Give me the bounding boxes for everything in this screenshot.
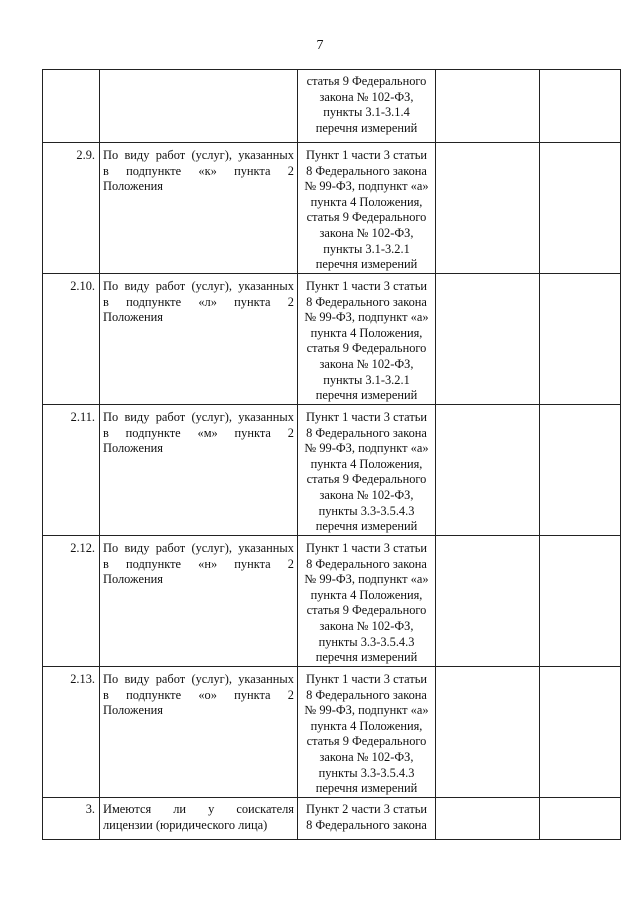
legal-basis-line: перечня измерений [315,257,418,272]
legal-basis-line: Пункт 1 части 3 статьи [305,410,428,424]
legal-basis-line: закона № 102-ФЗ, [319,225,414,240]
item-description [100,667,298,798]
legal-basis-line: пункта 4 Положения, [310,718,423,733]
legal-basis-line: статья 9 Федерального [306,734,427,749]
item-description [100,536,298,667]
table-row [43,798,621,840]
legal-basis-line: пункты 3.1-3.2.1 [323,372,410,387]
description-line: в подпункте «м» пункта 2 [103,425,294,440]
legal-basis-line: перечня измерений [315,120,418,135]
item-description [100,70,298,143]
note-cell [540,405,621,536]
description-line: в подпункте «н» пункта 2 [103,556,294,571]
legal-basis-line: перечня измерений [315,650,418,665]
legal-basis-line: 8 Федерального закона [306,817,427,832]
note-cell [540,143,621,274]
description-line: По виду работ (услуг), указанных [103,672,294,686]
checklist-table [42,69,621,840]
description-line: в подпункте «к» пункта 2 [103,163,294,178]
legal-basis-line: пункты 3.3-3.5.4.3 [318,634,415,649]
description-line: По виду работ (услуг), указанных [103,279,294,293]
legal-basis [298,536,436,667]
description-line: лицензии (юридического лица) [103,817,268,832]
item-description [100,798,298,840]
table-row [43,536,621,667]
legal-basis [298,798,436,840]
item-description [100,274,298,405]
legal-basis [298,274,436,405]
legal-basis-line: пункты 3.1-3.2.1 [323,241,410,256]
legal-basis-line: Пункт 2 части 3 статьи [305,802,428,816]
table-row [43,70,621,143]
item-number: 3. [43,798,100,840]
description-line: в подпункте «л» пункта 2 [103,294,294,309]
description-line: Положения [103,441,163,456]
legal-basis-line: закона № 102-ФЗ, [319,618,414,633]
answer-cell [436,405,540,536]
legal-basis-line: перечня измерений [315,388,418,403]
legal-basis-line: пункта 4 Положения, [310,456,423,471]
table-row [43,405,621,536]
legal-basis-line: № 99-ФЗ, подпункт «а» [304,310,429,325]
note-cell [540,70,621,143]
description-line: По виду работ (услуг), указанных [103,148,294,162]
answer-cell [436,143,540,274]
item-number: 2.11. [43,405,100,536]
legal-basis-line: статья 9 Федерального [306,603,427,618]
legal-basis-line: Пункт 1 части 3 статьи [305,541,428,555]
legal-basis-line: закона № 102-ФЗ, [319,89,414,104]
legal-basis-line: закона № 102-ФЗ, [319,356,414,371]
legal-basis [298,143,436,274]
legal-basis-line: пункты 3.3-3.5.4.3 [318,503,415,518]
table-row [43,274,621,405]
legal-basis-line: закона № 102-ФЗ, [319,487,414,502]
note-cell [540,798,621,840]
description-line: По виду работ (услуг), указанных [103,541,294,555]
item-description [100,405,298,536]
legal-basis-line: перечня измерений [315,519,418,534]
legal-basis-line: пункта 4 Положения, [310,194,423,209]
item-description [100,143,298,274]
item-number: 2.13. [43,667,100,798]
table-row [43,143,621,274]
legal-basis-line: статья 9 Федерального [306,74,427,88]
legal-basis-line: № 99-ФЗ, подпункт «а» [304,572,429,587]
legal-basis-line: Пункт 1 части 3 статьи [305,672,428,686]
description-line: в подпункте «о» пункта 2 [103,687,294,702]
legal-basis-line: пункта 4 Положения, [310,325,423,340]
legal-basis-line: пункты 3.3-3.5.4.3 [318,765,415,780]
legal-basis-line: 8 Федерального закона [306,425,427,440]
legal-basis-line: пункта 4 Положения, [310,587,423,602]
legal-basis-line: Пункт 1 части 3 статьи [305,148,428,162]
legal-basis [298,70,436,143]
legal-basis-line: 8 Федерального закона [306,294,427,309]
legal-basis-line: статья 9 Федерального [306,210,427,225]
legal-basis-line: 8 Федерального закона [306,163,427,178]
page-number: 7 [316,38,324,53]
answer-cell [436,70,540,143]
legal-basis-line: перечня измерений [315,781,418,796]
description-line: Положения [103,179,163,194]
item-number: 2.9. [43,143,100,274]
legal-basis-line: № 99-ФЗ, подпункт «а» [304,703,429,718]
note-cell [540,667,621,798]
description-line: Положения [103,310,163,325]
legal-basis [298,405,436,536]
table-row [43,667,621,798]
answer-cell [436,536,540,667]
legal-basis-line: № 99-ФЗ, подпункт «а» [304,179,429,194]
legal-basis-line: закона № 102-ФЗ, [319,749,414,764]
legal-basis-line: № 99-ФЗ, подпункт «а» [304,441,429,456]
item-number: 2.12. [43,536,100,667]
legal-basis-line: 8 Федерального закона [306,687,427,702]
table-body [43,70,621,840]
item-number: 2.10. [43,274,100,405]
description-line: Имеются ли у соискателя [103,802,294,816]
answer-cell [436,274,540,405]
description-line: Положения [103,572,163,587]
legal-basis-line: пункты 3.1-3.1.4 [323,105,410,120]
legal-basis-line: статья 9 Федерального [306,472,427,487]
legal-basis-line: статья 9 Федерального [306,341,427,356]
note-cell [540,536,621,667]
description-line: Положения [103,703,163,718]
legal-basis-line: Пункт 1 части 3 статьи [305,279,428,293]
item-number [43,70,100,143]
note-cell [540,274,621,405]
answer-cell [436,798,540,840]
answer-cell [436,667,540,798]
description-line: По виду работ (услуг), указанных [103,410,294,424]
legal-basis-line: 8 Федерального закона [306,556,427,571]
legal-basis [298,667,436,798]
